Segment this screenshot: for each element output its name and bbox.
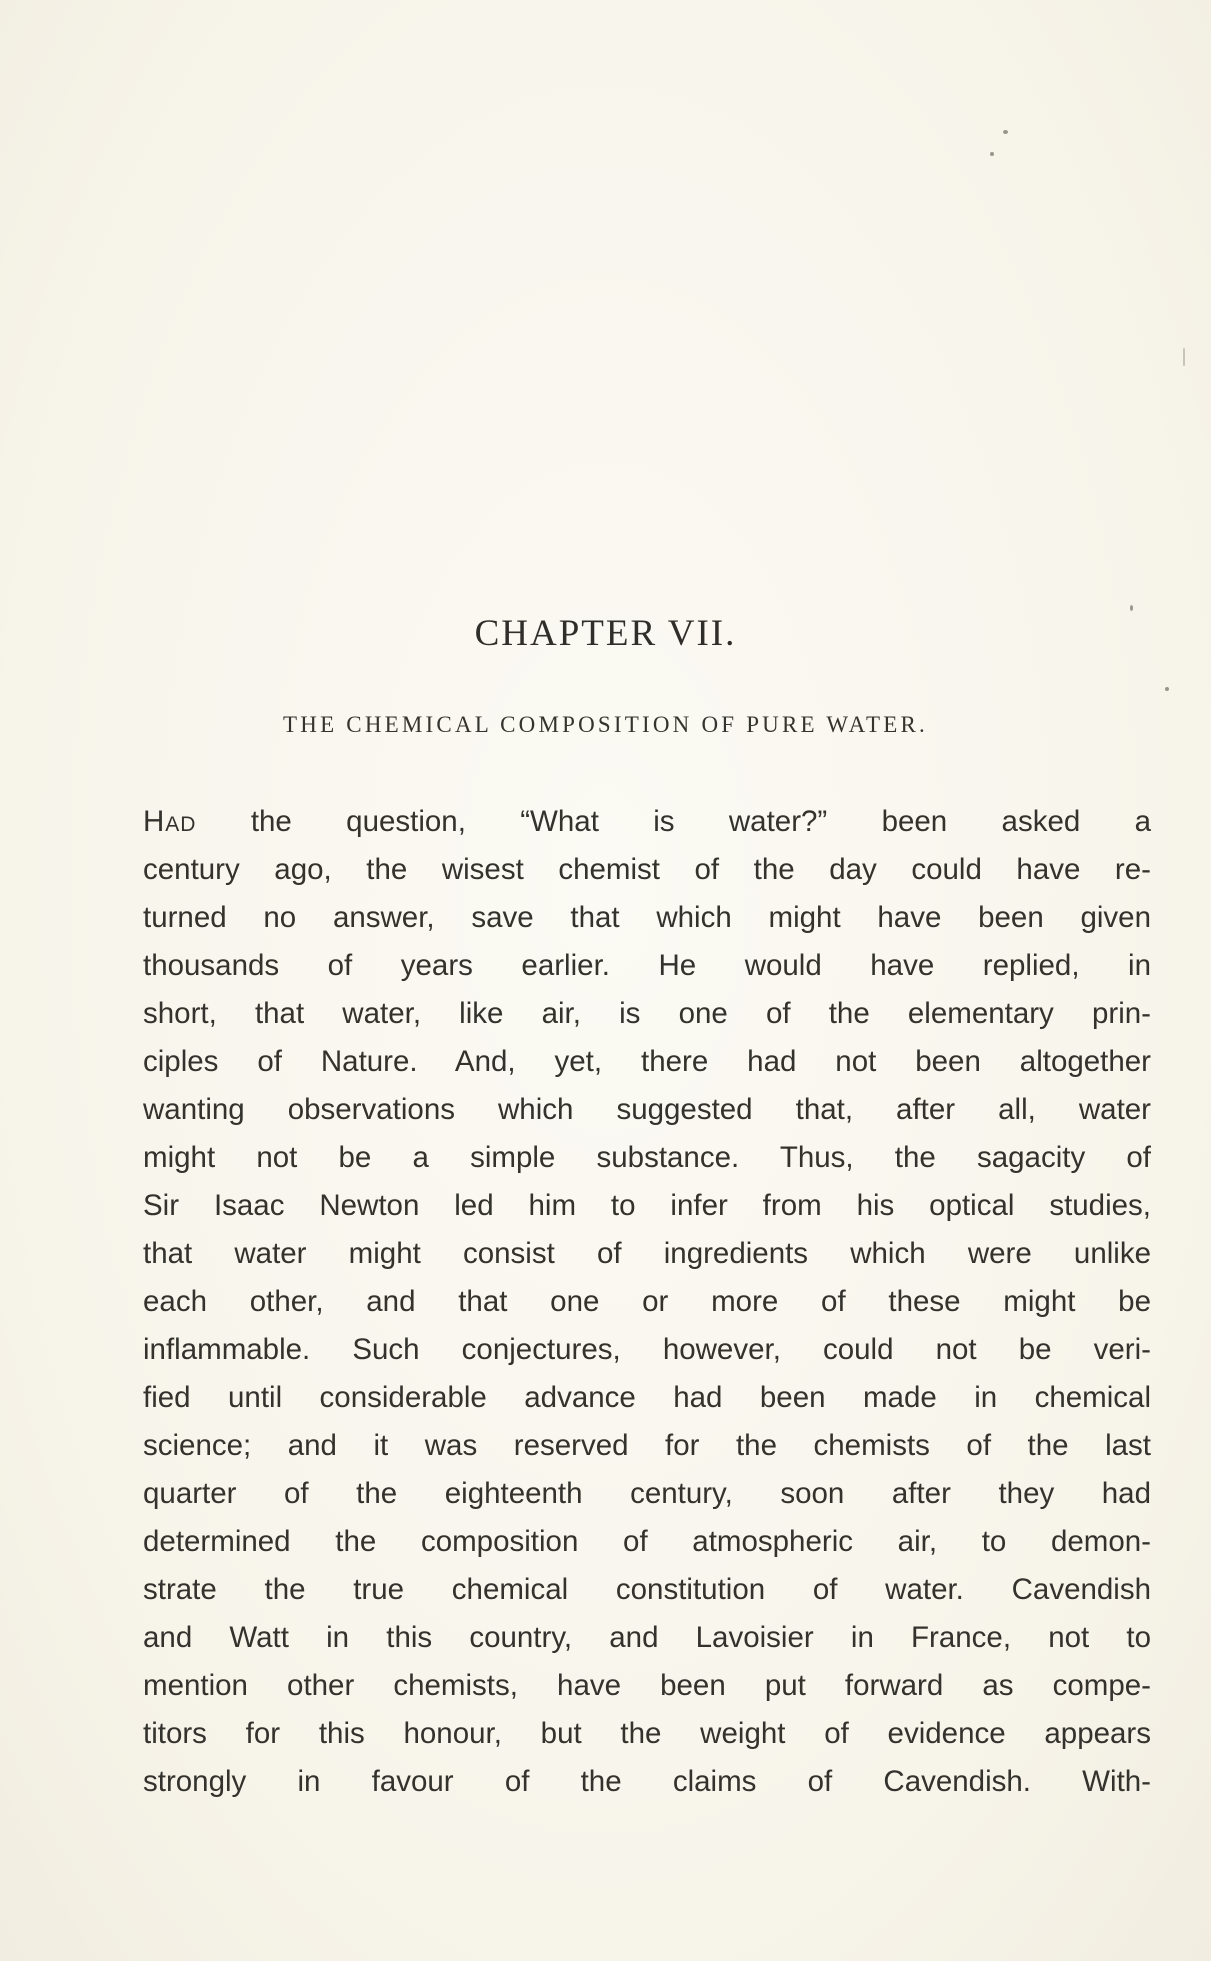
print-speck	[1130, 605, 1133, 611]
text-line: determined the composition of atmospheric air, to demon-	[143, 1525, 1151, 1558]
print-speck	[990, 152, 994, 156]
text-line-rest: the question, “What is water?” been asked a	[196, 805, 1151, 838]
text-line: wanting observations which suggested that, after all, water	[143, 1093, 1151, 1126]
print-speck	[1165, 687, 1169, 691]
text-line: thousands of years earlier. He would have replied, in	[143, 949, 1151, 982]
chapter-subtitle: THE CHEMICAL COMPOSITION OF PURE WATER.	[283, 712, 928, 737]
chapter-body	[143, 798, 1151, 1806]
text-line: titors for this honour, but the weight of evidence appears	[143, 1717, 1151, 1750]
text-line: ciples of Nature. And, yet, there had not been altogether	[143, 1045, 1151, 1078]
text-line: fied until considerable advance had been made in chemical	[143, 1381, 1151, 1414]
text-line: strate the true chemical constitution of water. Cavendish	[143, 1573, 1151, 1606]
text-line: quarter of the eighteenth century, soon after they had	[143, 1477, 1151, 1510]
text-line: century ago, the wisest chemist of the day could have re-	[143, 853, 1151, 886]
text-line	[143, 798, 1151, 846]
text-line: each other, and that one or more of these might be	[143, 1285, 1151, 1318]
text-line: that water might consist of ingredients which were unlike	[143, 1237, 1151, 1270]
text-line: short, that water, like air, is one of the elementary prin-	[143, 997, 1151, 1030]
chapter-heading: CHAPTER VII.	[474, 613, 737, 654]
text-line: strongly in favour of the claims of Cavendish. With-	[143, 1765, 1151, 1798]
text-line: turned no answer, save that which might have been given	[143, 901, 1151, 934]
print-speck	[1183, 348, 1185, 366]
text-line: and Watt in this country, and Lavoisier in France, not to	[143, 1621, 1151, 1654]
drop-word: Had	[143, 805, 197, 838]
text-line: might not be a simple substance. Thus, the sagacity of	[143, 1141, 1151, 1174]
text-line: Sir Isaac Newton led him to infer from his optical studies,	[143, 1189, 1151, 1222]
text-line: inflammable. Such conjectures, however, could not be veri-	[143, 1333, 1151, 1366]
print-speck	[1003, 130, 1008, 134]
text-line: mention other chemists, have been put forward as compe-	[143, 1669, 1151, 1702]
text-line: science; and it was reserved for the chemists of the last	[143, 1429, 1151, 1462]
